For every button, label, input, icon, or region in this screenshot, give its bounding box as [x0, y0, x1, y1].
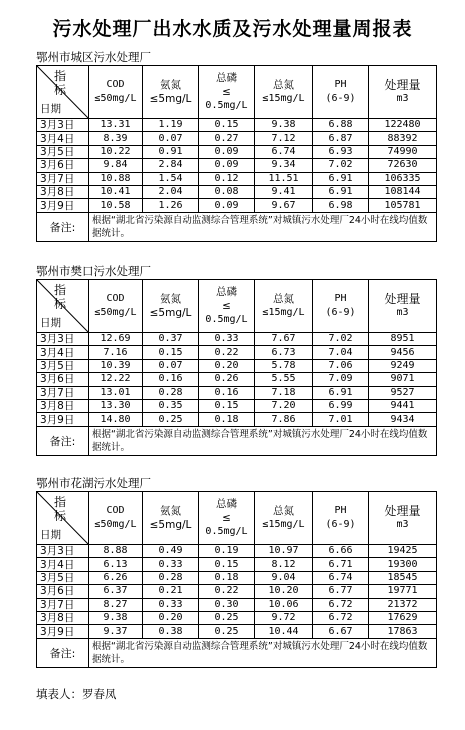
header-zhibiao: 指标	[53, 283, 66, 311]
note-row	[37, 212, 437, 241]
header-riqi: 日期	[40, 103, 61, 115]
table-row: 3月4日 6.13 0.33 0.15 8.12 6.71 19300	[37, 558, 437, 571]
header-zhibiao: 指标	[53, 495, 66, 523]
table-row: 3月3日 8.88 0.49 0.19 10.97 6.66 19425	[37, 545, 437, 558]
header-vol: 处理量 m3	[369, 492, 437, 545]
note-label: 备注:	[37, 638, 89, 667]
header-tn: 总氮 ≤15mg/L	[255, 280, 313, 333]
table-row: 3月4日 7.16 0.15 0.22 6.73 7.04 9456	[37, 346, 437, 359]
note-label: 备注:	[37, 426, 89, 455]
header-vol: 处理量 m3	[369, 280, 437, 333]
diagonal-header-cell	[37, 280, 89, 333]
header-ph: PH (6-9)	[313, 492, 369, 545]
table-row: 3月9日 9.37 0.38 0.25 10.44 6.67 17863	[37, 625, 437, 638]
note-row	[37, 638, 437, 667]
header-zhibiao: 指标	[53, 69, 66, 97]
table-row: 3月5日 6.26 0.28 0.18 9.04 6.74 18545	[37, 571, 437, 584]
table-header-row	[37, 66, 437, 119]
note-text: 根据“湖北省污染源自动监测综合管理系统”对城镇污水处理厂24小时在线均值数据统计。	[89, 426, 437, 455]
table-row: 3月6日 9.84 2.84 0.09 9.34 7.02 72630	[37, 159, 437, 172]
diagonal-header-cell	[37, 492, 89, 545]
table-row: 3月7日 10.88 1.54 0.12 11.51 6.91 106335	[37, 172, 437, 185]
table-row: 3月6日 12.22 0.16 0.26 5.55 7.09 9071	[37, 373, 437, 386]
header-nh: 氨氮 ≤5mg/L	[143, 66, 199, 119]
table-header-row	[37, 492, 437, 545]
header-tp: 总磷 ≤ 0.5mg/L	[199, 280, 255, 333]
table-row: 3月9日 14.80 0.25 0.18 7.86 7.01 9434	[37, 413, 437, 426]
note-row	[37, 426, 437, 455]
header-cod: COD ≤50mg/L	[89, 280, 143, 333]
table-row: 3月7日 8.27 0.33 0.30 10.06 6.72 21372	[37, 598, 437, 611]
section-chengqu	[36, 50, 436, 242]
header-nh: 氨氮 ≤5mg/L	[143, 280, 199, 333]
note-label: 备注:	[37, 212, 89, 241]
header-tn: 总氮 ≤15mg/L	[255, 66, 313, 119]
header-tp: 总磷 ≤ 0.5mg/L	[199, 492, 255, 545]
header-cod: COD ≤50mg/L	[89, 492, 143, 545]
report-title: 污水处理厂出水水质及污水处理量周报表	[52, 18, 413, 40]
table-row: 3月8日 10.41 2.04 0.08 9.41 6.91 108144	[37, 185, 437, 198]
section-name: 鄂州市城区污水处理厂	[36, 50, 151, 64]
header-nh: 氨氮 ≤5mg/L	[143, 492, 199, 545]
section-huahu	[36, 476, 436, 668]
header-cod: COD ≤50mg/L	[89, 66, 143, 119]
diagonal-header-cell	[37, 66, 89, 119]
table-row: 3月8日 13.30 0.35 0.15 7.20 6.99 9441	[37, 399, 437, 412]
header-riqi: 日期	[40, 529, 61, 541]
table-row: 3月4日 8.39 0.07 0.27 7.12 6.87 88392	[37, 132, 437, 145]
table-row: 3月8日 9.38 0.20 0.25 9.72 6.72 17629	[37, 611, 437, 624]
table-row: 3月5日 10.22 0.91 0.09 6.74 6.93 74990	[37, 145, 437, 158]
header-tp: 总磷 ≤ 0.5mg/L	[199, 66, 255, 119]
table-row: 3月9日 10.58 1.26 0.09 9.67 6.98 105781	[37, 199, 437, 212]
report-table	[36, 279, 437, 456]
section-fankou	[36, 264, 436, 456]
header-ph: PH (6-9)	[313, 280, 369, 333]
header-riqi: 日期	[40, 317, 61, 329]
section-name: 鄂州市樊口污水处理厂	[36, 264, 151, 278]
filler-name: 填表人：罗春凤	[36, 687, 117, 701]
header-tn: 总氮 ≤15mg/L	[255, 492, 313, 545]
report-table	[36, 491, 437, 668]
note-text: 根据“湖北省污染源自动监测综合管理系统”对城镇污水处理厂24小时在线均值数据统计。	[89, 212, 437, 241]
table-header-row	[37, 280, 437, 333]
table-row: 3月3日 13.31 1.19 0.15 9.38 6.88 122480	[37, 119, 437, 132]
table-row: 3月5日 10.39 0.07 0.20 5.78 7.06 9249	[37, 359, 437, 372]
note-text: 根据“湖北省污染源自动监测综合管理系统”对城镇污水处理厂24小时在线均值数据统计。	[89, 638, 437, 667]
report-table	[36, 65, 437, 242]
table-row: 3月6日 6.37 0.21 0.22 10.20 6.77 19771	[37, 585, 437, 598]
table-row: 3月7日 13.01 0.28 0.16 7.18 6.91 9527	[37, 386, 437, 399]
header-ph: PH (6-9)	[313, 66, 369, 119]
header-vol: 处理量 m3	[369, 66, 437, 119]
table-row: 3月3日 12.69 0.37 0.33 7.67 7.02 8951	[37, 333, 437, 346]
section-name: 鄂州市花湖污水处理厂	[36, 476, 151, 490]
